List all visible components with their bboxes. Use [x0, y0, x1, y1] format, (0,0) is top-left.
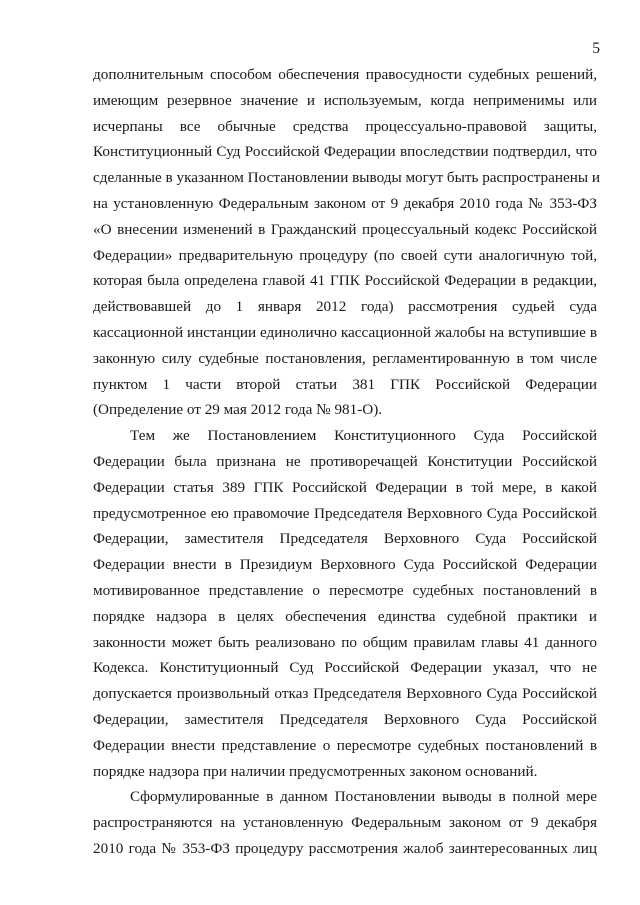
text-line: Тем же Постановлением Конституционного Суда Российской — [130, 427, 597, 445]
text-line: мотивированное представление о пересмотре судебных постановлений в — [93, 581, 597, 599]
text-line: действовавшей до 1 января 2012 года) рассмотрения судьей суда — [93, 298, 597, 316]
text-line: Федерации внести в Президиум Верховного Суда Российской Федерации — [93, 556, 597, 574]
text-line: порядке надзора в целях обеспечения единства судебной практики и — [93, 607, 597, 625]
document-body — [93, 62, 600, 862]
paragraph-3 — [93, 784, 597, 861]
text-line: которая была определена главой 41 ГПК Российской Федерации в редакции, — [93, 272, 597, 290]
text-line: распространяются на установленную Федеральным законом от 9 декабря — [93, 814, 597, 832]
text-line: законную силу судебные постановления, регламентированную в том числе — [93, 349, 597, 367]
text-line: кассационной инстанции единолично кассационной жалобы на вступившие в — [93, 323, 597, 341]
text-line: пунктом 1 части второй статьи 381 ГПК Российской Федерации — [93, 375, 597, 393]
paragraph-1 — [93, 62, 600, 423]
text-line: на установленную Федеральным законом от 9 декабря 2010 года № 353-ФЗ — [93, 194, 597, 212]
text-line: Конституционный Суд Российской Федерации впоследствии подтвердил, что — [93, 143, 597, 161]
text-line: сделанные в указанном Постановлении выводы могут быть распространены и — [93, 169, 600, 187]
page-number: 5 — [592, 40, 600, 57]
text-line: Федерации статья 389 ГПК Российской Федерации в той мере, в какой — [93, 478, 597, 496]
text-line: Федерации внести представление о пересмотре судебных постановлений в — [93, 736, 597, 754]
text-line: (Определение от 29 мая 2012 года № 981-О). — [93, 401, 383, 419]
text-line: Сформулированные в данном Постановлении выводы в полной мере — [130, 788, 597, 806]
text-line: Кодекса. Конституционный Суд Российской Федерации указал, что не — [93, 659, 597, 677]
text-line: Федерации» предварительную процедуру (по своей сути аналогичную той, — [93, 246, 597, 264]
text-line: допускается произвольный отказ Председателя Верховного Суда Российской — [93, 685, 597, 703]
paragraph-2 — [93, 423, 597, 784]
text-line: Федерации была признана не противоречащей Конституции Российской — [93, 452, 597, 470]
text-line: исчерпаны все обычные средства процессуально-правовой защиты, — [93, 117, 597, 135]
text-line: законности может быть реализовано по общим правилам главы 41 данного — [93, 633, 597, 651]
text-line: имеющим резервное значение и используемым, когда неприменимы или — [93, 91, 597, 109]
text-line: Федерации, заместителя Председателя Верховного Суда Российской — [93, 710, 597, 728]
text-line: 2010 года № 353-ФЗ процедуру рассмотрения жалоб заинтересованных лиц — [93, 839, 597, 857]
text-line: дополнительным способом обеспечения правосудности судебных решений, — [93, 66, 597, 83]
text-line: предусмотренное ею правомочие Председателя Верховного Суда Российской — [93, 504, 597, 522]
text-line: Федерации, заместителя Председателя Верховного Суда Российской — [93, 530, 597, 548]
text-line: «О внесении изменений в Гражданский процессуальный кодекс Российской — [93, 220, 597, 238]
text-line: порядке надзора при наличии предусмотренных законом оснований. — [93, 762, 538, 780]
